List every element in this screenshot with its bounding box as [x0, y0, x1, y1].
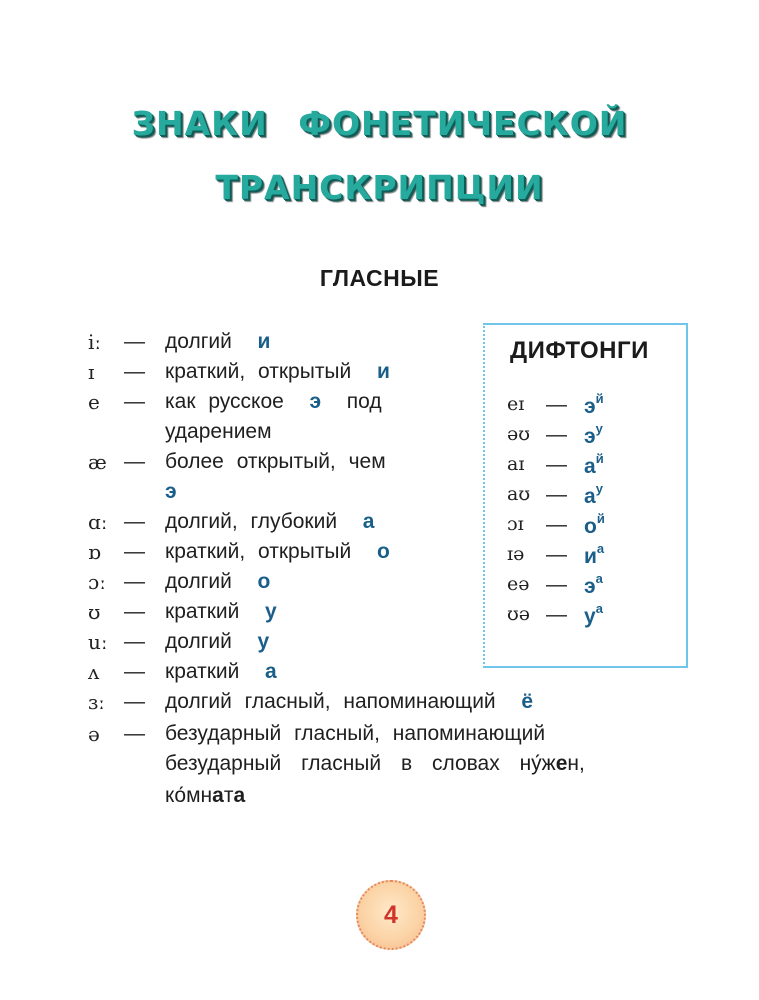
- diphthong-symbol: əʊ: [507, 423, 531, 445]
- vowel-symbol: ɔː: [88, 570, 106, 594]
- vowel-symbol: ʊ: [88, 600, 101, 624]
- vowel-symbol: uː: [88, 630, 108, 654]
- dash: —: [124, 360, 145, 383]
- dash: —: [124, 722, 145, 745]
- dash: —: [546, 573, 567, 596]
- dash: —: [546, 543, 567, 566]
- dash: —: [124, 690, 145, 713]
- vowel-description-continuation: безударный гласный в словах ну́жен,: [165, 752, 585, 775]
- page-title-line-1: ЗНАКИ ФОНЕТИЧЕСКОЙ: [131, 104, 628, 143]
- dash: —: [124, 330, 145, 353]
- diphthong-symbol: ɔɪ: [507, 513, 524, 535]
- dash: —: [546, 483, 567, 506]
- diphthong-value: $а^й$: [584, 451, 604, 478]
- diphthong-symbol: aʊ: [507, 483, 531, 505]
- diphthong-symbol: aɪ: [507, 453, 525, 475]
- diphthong-symbol: eɪ: [507, 393, 525, 415]
- dash: —: [124, 660, 145, 683]
- dash: —: [546, 423, 567, 446]
- vowel-symbol: ɜː: [88, 690, 105, 714]
- vowel-description: краткий, открытый и: [165, 360, 390, 383]
- vowel-description: краткий у: [165, 600, 277, 623]
- dash: —: [546, 393, 567, 416]
- diphthongs-box-border: [483, 323, 485, 668]
- dash: —: [124, 600, 145, 623]
- diphthong-symbol: ʊə: [507, 603, 531, 625]
- vowel-symbol: iː: [88, 330, 102, 354]
- diphthong-value: $э^й$: [584, 391, 604, 418]
- vowel-description-continuation: ударением: [165, 420, 272, 443]
- diphthong-value: $э^а$: [584, 571, 603, 598]
- vowel-symbol: ʌ: [88, 660, 100, 684]
- diphthong-symbol: eə: [507, 573, 530, 595]
- vowel-symbol: æ: [88, 450, 107, 474]
- vowel-symbol: e: [88, 390, 100, 414]
- vowel-description: краткий а: [165, 660, 277, 683]
- page-number-badge: [356, 880, 426, 950]
- page-title-line-2: ТРАНСКРИПЦИИ: [215, 168, 544, 207]
- vowel-description: безударный гласный, напоминающий: [165, 722, 546, 745]
- vowel-symbol: ɑː: [88, 510, 108, 534]
- vowel-description: как русское э под: [165, 390, 382, 413]
- diphthong-symbol: ɪə: [507, 543, 525, 565]
- diphthong-value: $а^у$: [584, 481, 603, 508]
- dash: —: [124, 450, 145, 473]
- vowel-symbol: ɒ: [88, 540, 101, 564]
- vowel-description: краткий, открытый о: [165, 540, 390, 563]
- page-number: 4: [384, 900, 398, 929]
- dash: —: [124, 630, 145, 653]
- diphthong-value: $о^й$: [584, 511, 605, 538]
- vowels-heading: ГЛАСНЫЕ: [319, 265, 440, 291]
- vowel-symbol: ɪ: [88, 360, 95, 384]
- dash: —: [546, 513, 567, 536]
- diphthong-value: $у^а$: [584, 601, 603, 628]
- diphthong-value: $и^а$: [584, 541, 605, 568]
- vowel-symbol: ə: [88, 722, 100, 746]
- vowel-description-continuation: э: [165, 480, 177, 503]
- diphthongs-heading: ДИФТОНГИ: [510, 337, 649, 364]
- dash: —: [124, 540, 145, 563]
- vowel-description: долгий у: [165, 630, 270, 653]
- vowel-description: долгий, глубокий а: [165, 510, 375, 533]
- dash: —: [124, 510, 145, 533]
- dash: —: [546, 453, 567, 476]
- dash: —: [124, 390, 145, 413]
- vowel-description: более открытый, чем: [165, 450, 386, 473]
- vowel-description: долгий и: [165, 330, 271, 353]
- dash: —: [124, 570, 145, 593]
- dash: —: [546, 603, 567, 626]
- diphthong-value: $э^у$: [584, 421, 603, 448]
- vowel-description: долгий о: [165, 570, 271, 593]
- vowel-description: долгий гласный, напоминающий ё: [165, 690, 534, 713]
- vowel-description-continuation: ко́мната: [165, 784, 246, 807]
